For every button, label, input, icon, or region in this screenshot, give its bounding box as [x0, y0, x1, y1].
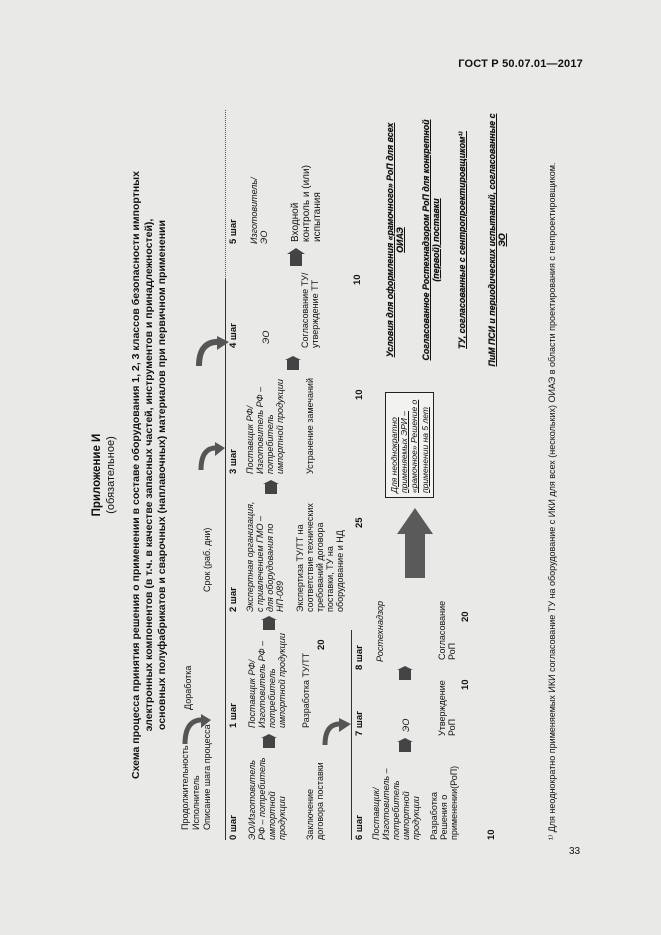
step-2-days: 25: [354, 517, 365, 528]
step-7-performer: ЭО: [401, 718, 411, 732]
legend-rework: Доработка: [183, 665, 193, 710]
step-1-description: Разработка ТУ/ТТ: [301, 652, 311, 728]
side-note-box: Для неоднократно применяемых ЭРИ – «рамочное» Решение о применении на 5 лет: [385, 392, 434, 498]
step-8-description: Согласование РоП: [437, 600, 458, 660]
step-7-days: 10: [460, 679, 471, 690]
step-3-description: Устранение замечаний: [305, 378, 315, 474]
step-5-performer: Изготовитель/ ЭО: [249, 177, 270, 244]
step-6-description: Разработка Решения о применении(РоП): [429, 765, 460, 840]
legend-duration: Продолжительность: [180, 745, 190, 830]
step-4-label: 4 шаг: [228, 322, 239, 348]
step-0-performer: ЭО/Изготовитель РФ – потребитель импортной продукции: [247, 757, 288, 840]
step-3-label: 3 шаг: [228, 448, 239, 474]
scheme-title-line1: Схема процесса принятия решения о применении в составе оборудования 1, 2, 3 классов безопасности импортных: [130, 171, 142, 779]
row-line-middle: [351, 630, 352, 840]
rotated-landscape-content: [85, 110, 575, 840]
step-6-days: 10: [486, 829, 497, 840]
document-code: ГОСТ Р 50.07.01—2017: [458, 58, 583, 70]
condition-1: Условия для оформления «рамочного» РоП для всех ОИАЭ: [385, 122, 406, 358]
legend-performer: Исполнитель: [191, 775, 201, 830]
step-8-label: 8 шаг: [354, 644, 365, 670]
step-1-label: 1 шаг: [228, 702, 239, 728]
arrow-right-icon: [261, 616, 277, 630]
arrow-right-icon: [261, 734, 277, 748]
step-2-description: Экспертиза ТУ/ТТ на соответствие технических требований договора поставки, ТУ на оборудование и НД: [295, 503, 346, 612]
step-8-performer: Ростехнадзор: [375, 600, 385, 662]
step-6-label: 6 шаг: [354, 814, 365, 840]
step-2-label: 2 шаг: [228, 586, 239, 612]
scheme-title-line2: электронных компонентов (в т.ч. в качестве запасных частей, инструментов и принадлежностей),: [143, 218, 155, 732]
arrow-right-icon: [287, 248, 305, 266]
step-0-description: Заключение договора поставки: [305, 762, 326, 840]
step-1-performer: Поставщик РФ/Изготовитель РФ – потребитель импортной продукции: [247, 633, 288, 728]
step-4-performer: ЭО: [261, 330, 271, 344]
arrow-right-icon: [397, 738, 413, 752]
step-5-description: Входной контроль и (или) испытания: [290, 165, 324, 242]
curved-arrow-icon: [195, 336, 229, 370]
arrow-right-icon: [397, 666, 413, 680]
step-7-label: 7 шаг: [354, 710, 365, 736]
curved-arrow-icon: [197, 442, 225, 472]
appendix-subtitle: (обязательное): [105, 436, 117, 514]
step-1-days: 20: [316, 639, 327, 650]
step-0-label: 0 шаг: [228, 814, 239, 840]
step-6-performer: Поставщик/ Изготовитель – потребитель импортной продукции: [371, 768, 422, 840]
appendix-title: Приложение И: [91, 433, 103, 517]
condition-3: ТУ, согласованные с сентропроектировщиком¹⁾: [457, 131, 467, 349]
step-3-days: 10: [354, 389, 365, 400]
step-2-performer: Экспертная организация, с привлечением ГМО – для оборудования по НП-089: [245, 501, 286, 612]
condition-2: Согласованное Ростехнадзором РоП для конкретной (первой) поставки: [421, 119, 442, 361]
step-4-description: Согласование ТУ/ утверждение ТТ: [300, 272, 321, 348]
page-number: 33: [569, 846, 581, 857]
scheme-title-line3: основных полуфабрикатов и сварочных (наплавочных) материалов при первичном применении: [156, 220, 168, 730]
step-4-days: 10: [352, 274, 363, 285]
step-5-label: 5 шаг: [228, 218, 239, 244]
arrow-right-icon: [263, 480, 279, 494]
row-line-top-dotted: [225, 110, 226, 280]
curved-arrow-icon: [321, 718, 351, 748]
legend-description: Описание шага процесса: [202, 724, 212, 830]
legend-term: Срок (раб. дни): [202, 527, 212, 592]
footnote: ¹⁾ Для неоднократно применяемых ИКИ согласование ТУ на оборудование с ИКИ для всех (нескольких) ОИАЭ в области проектирования с генпроектировщиком.: [547, 162, 557, 840]
big-arrow-right-icon: [397, 508, 433, 578]
rework-arrow-icon: [181, 714, 211, 748]
condition-4: ПиМ ПСИ и периодических испытаний, согласованные с ЭО: [487, 113, 508, 367]
step-8-days: 20: [460, 611, 471, 622]
step-3-performer: Поставщик РФ/ Изготовитель РФ – потребитель импортной продукции: [245, 379, 286, 474]
arrow-right-icon: [285, 356, 301, 370]
step-7-description: Утверждение РоП: [437, 680, 458, 736]
